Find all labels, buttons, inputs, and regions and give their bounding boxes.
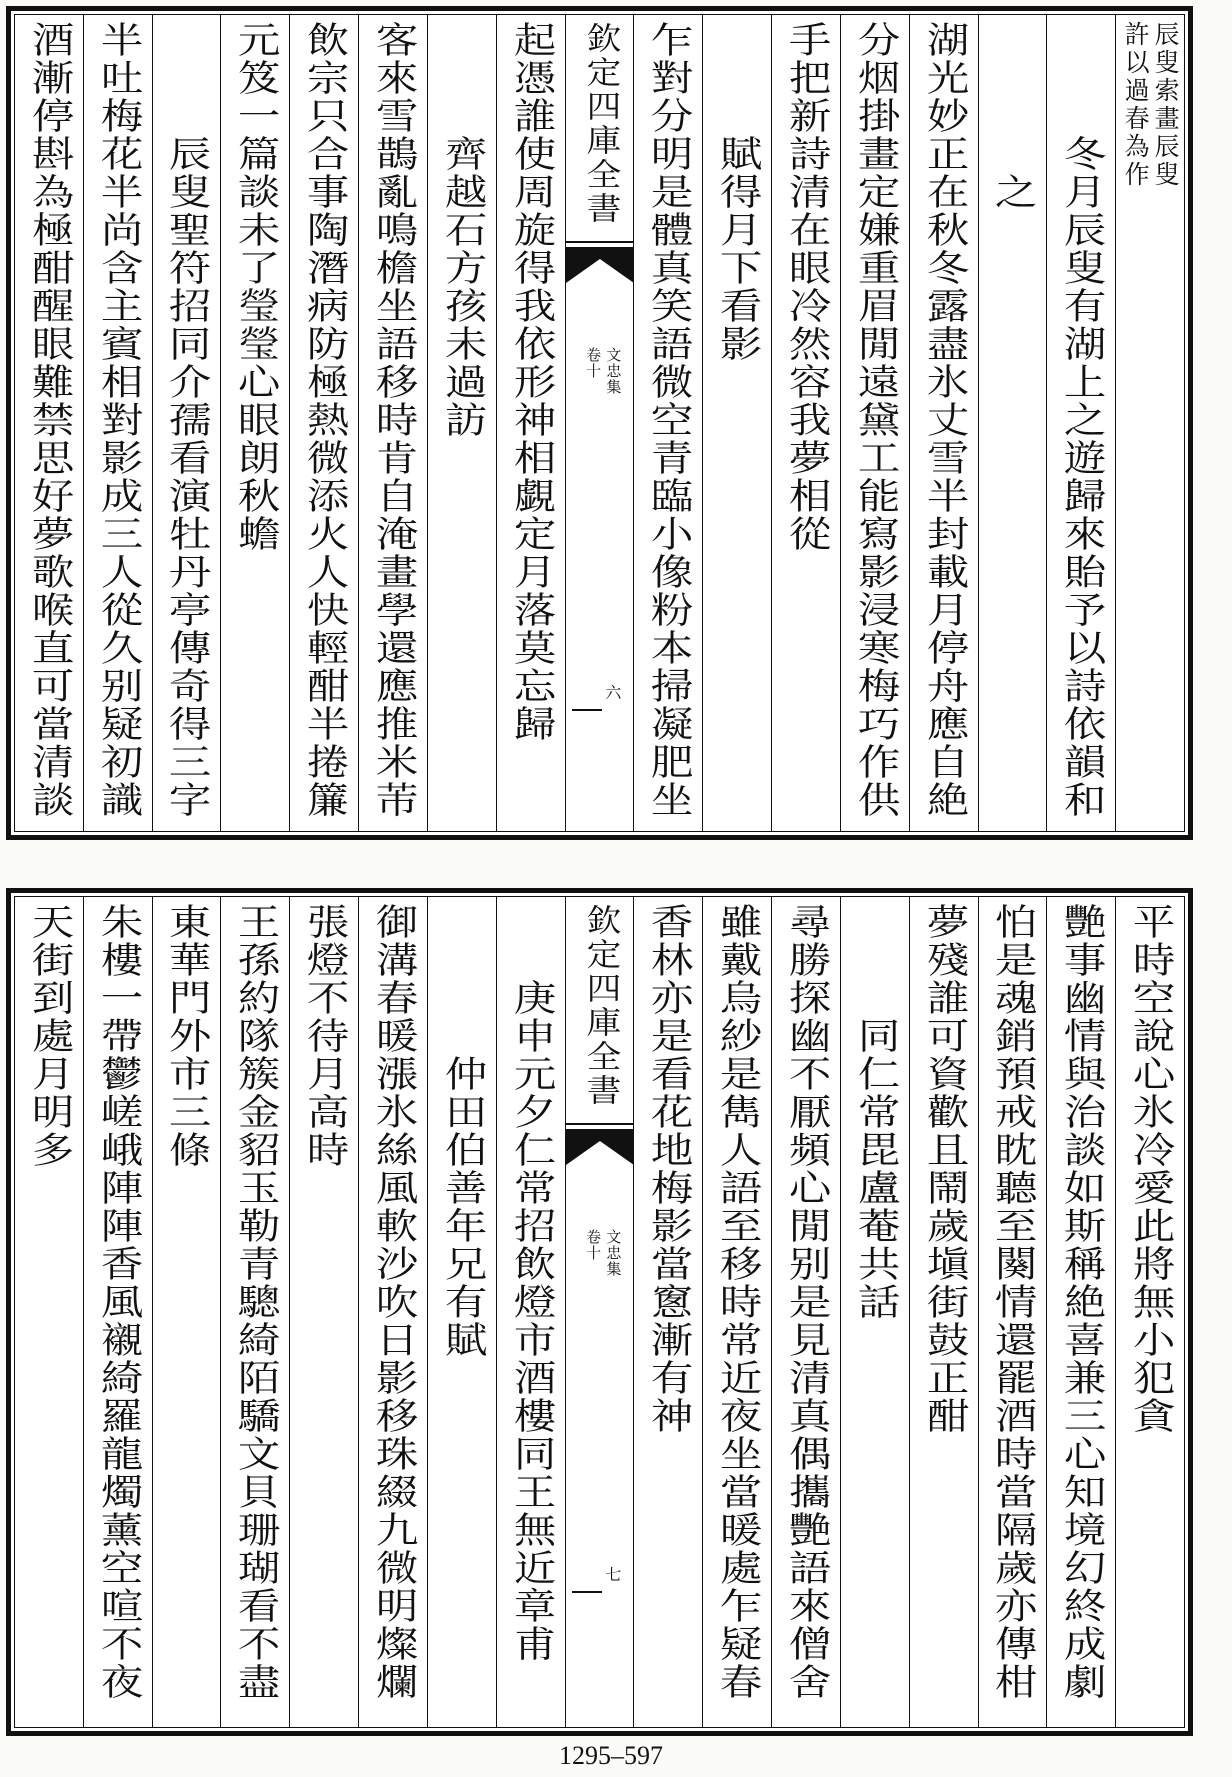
text-column [1046, 15, 1115, 831]
text-column [427, 15, 496, 831]
column-text: 湖光妙正在秋冬露盡氷丈雪半封載月停舟應自絶 [919, 21, 969, 819]
column-text: 王孫約隊簇金貂玉勒青驄綺陌驕文貝珊瑚看不盡 [231, 903, 281, 1701]
text-column [496, 15, 565, 831]
column-text: 夢殘誰可資歡且鬧歲塡街鼓正酣 [919, 903, 969, 1435]
banner-column [565, 897, 634, 1727]
annotation-line: 許以過春為作 [1121, 21, 1151, 189]
book-title: 文忠集 [604, 347, 623, 395]
text-column [771, 897, 840, 1727]
column-text: 辰叟聖符招同介孺看演牡丹亭傳奇得三字 [162, 135, 212, 819]
column-text: 尋勝探幽不厭頻心閒别是見清真偶攜艷語來僧舍 [782, 903, 831, 1701]
text-column [220, 897, 289, 1727]
text-column [633, 15, 702, 831]
column-text: 冬月辰叟有湖上之遊歸來貽予以詩依韻和 [1057, 135, 1107, 819]
text-column [427, 897, 496, 1727]
page-frame [14, 14, 1185, 832]
column-text: 賦得月下看影 [713, 135, 762, 363]
column-text: 怕是魂銷預戒眈聽至闋情還罷酒時當隔歲亦傳柑 [988, 903, 1038, 1701]
text-column [496, 897, 565, 1727]
column-text: 元笈一篇談未了瑩瑩心眼朗秋蟾 [231, 21, 281, 553]
page-bottom [6, 888, 1193, 1736]
page-frame [14, 896, 1185, 1728]
column-text: 平時空說心氷冷愛此將無小犯貪 [1126, 903, 1175, 1435]
banner-column [565, 15, 634, 831]
text-column [840, 897, 909, 1727]
annotation-line: 辰叟索畫辰叟 [1151, 21, 1181, 189]
column-text: 天街到處月明多 [25, 903, 74, 1169]
column-text: 半吐梅花半尚含主賓相對影成三人從久别疑初識 [94, 21, 143, 819]
text-column [152, 897, 221, 1727]
text-column [220, 15, 289, 831]
folio-number: 六 [605, 683, 622, 702]
column-text: 張燈不待月高時 [300, 903, 349, 1169]
column-text: 仲田伯善年兄有賦 [438, 1055, 487, 1359]
column-text: 御溝春暖漲氷絲風軟沙吹日影移珠綴九微明燦爛 [369, 903, 418, 1701]
column-text: 雖戴烏紗是雋人語至移時常近夜坐當暖處乍疑春 [713, 903, 762, 1701]
text-column [909, 897, 978, 1727]
text-column [83, 897, 152, 1727]
text-column [702, 897, 771, 1727]
annotation-column [1115, 15, 1184, 831]
text-column [358, 897, 427, 1727]
fishtail-ornament [566, 1123, 634, 1169]
column-text: 朱樓一帶鬱嵯峨陣陣香風襯綺羅龍燭薰空喧不夜 [94, 903, 143, 1701]
annotation-note [1120, 21, 1180, 189]
banner-title: 欽定四庫全書 [579, 904, 621, 1108]
column-text: 分烟掛畫定嫌重眉閒遠黛工能寫影浸寒梅巧作供 [851, 21, 900, 819]
book-title: 文忠集 [604, 1229, 623, 1277]
text-column [15, 15, 83, 831]
folio-tick [572, 1591, 602, 1593]
text-column [15, 897, 83, 1727]
column-text: 酒漸停斟為極酣醒眼難禁思好夢歌喉直可當清談 [25, 21, 74, 819]
column-text: 乍對分明是體真笑語微空青臨小像粉本掃凝肥坐 [644, 21, 694, 819]
text-column [152, 15, 221, 831]
column-text: 飲宗只合事陶潛病防極熱微添火人快輕酣半捲簾 [300, 21, 349, 819]
column-text: 同仁常毘盧菴共話 [851, 1017, 900, 1321]
folio-tick [572, 709, 602, 711]
text-column [1115, 897, 1184, 1727]
column-text: 東華門外市三條 [162, 903, 212, 1169]
banner-caption [583, 347, 624, 395]
column-text: 香林亦是看花地梅影當窻漸有神 [644, 903, 694, 1435]
column-text: 之 [988, 173, 1038, 211]
column-text: 艷事幽情與治談如斯稱絶喜兼三心知境幻終成劇 [1057, 903, 1107, 1701]
text-column [633, 897, 702, 1727]
text-column [978, 897, 1047, 1727]
folio-number: 七 [605, 1565, 622, 1584]
text-column [840, 15, 909, 831]
text-column [289, 897, 358, 1727]
text-column [702, 15, 771, 831]
column-text: 手把新詩清在眼冷然容我夢相從 [782, 21, 831, 553]
banner-title: 欽定四庫全書 [579, 22, 621, 226]
column-text: 起憑誰使周旋得我依形神相覷定月落莫忘歸 [507, 21, 556, 743]
text-column [771, 15, 840, 831]
text-column [358, 15, 427, 831]
volume-label: 卷十 [584, 347, 603, 379]
page-top [6, 6, 1193, 840]
column-text: 庚申元夕仁常招飲燈市酒樓同王無近章甫 [507, 979, 556, 1663]
banner-caption [583, 1229, 624, 1277]
column-text: 齊越石方孩未過訪 [438, 135, 487, 439]
text-column [978, 15, 1047, 831]
text-column [289, 15, 358, 831]
text-column [909, 15, 978, 831]
catalog-number: 1295–597 [559, 1741, 663, 1770]
column-text: 客來雪鵲亂鳴檐坐語移時肯自淹畫學還應推米芾 [369, 21, 418, 819]
text-column [83, 15, 152, 831]
fishtail-ornament [566, 241, 634, 287]
volume-label: 卷十 [584, 1229, 603, 1261]
text-column [1046, 897, 1115, 1727]
